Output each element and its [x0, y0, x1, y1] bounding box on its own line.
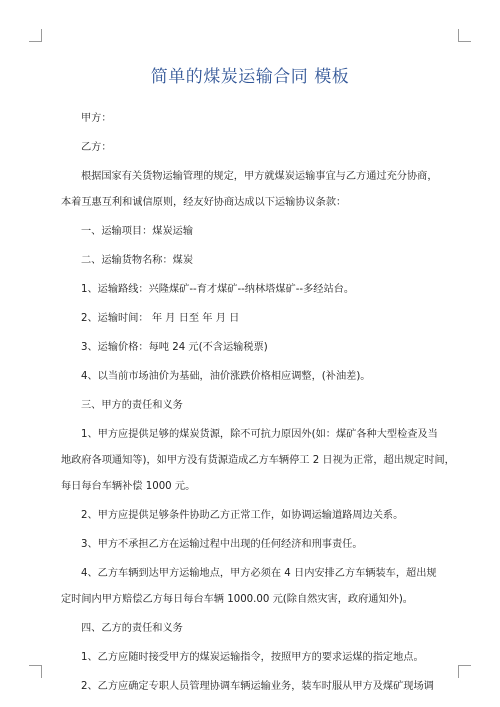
item-heading: 二、运输货物名称：煤炭 — [81, 255, 194, 266]
section-heading: 四、乙方的责任和义务 — [81, 623, 183, 634]
crop-mark-top-left — [29, 29, 42, 42]
intro-paragraph-line: 本着互惠互利和诚信原则，经友好协商达成以下运输协议条款： — [61, 197, 347, 208]
clause-line: 4、以当前市场油价为基础，油价涨跌价格相应调整，(补油差)。 — [81, 371, 371, 382]
document-body — [61, 112, 455, 694]
clause-line: 2、运输时间： 年 月 日至 年 月 日 — [81, 313, 240, 324]
clause-line: 定时间内甲方赔偿乙方每日每台车辆 1000.00 元(除自然灾害，政府通知外)。 — [61, 594, 413, 605]
intro-paragraph-line: 根据国家有关货物运输管理的规定，甲方就煤炭运输事宜与乙方通过充分协商， — [81, 171, 438, 182]
clause-line: 每日每台车辆补偿 1000 元。 — [61, 481, 196, 492]
item-heading: 一、运输项目：煤炭运输 — [81, 226, 194, 237]
party-b-line: 乙方： — [81, 142, 112, 153]
clause-line: 2、甲方应提供足够条件协助乙方正常工作，如协调运输道路周边关系。 — [81, 510, 404, 521]
crop-mark-bottom-right — [458, 665, 471, 678]
clause-line: 3、甲方不承担乙方在运输过程中出现的任何经济和刑事责任。 — [81, 539, 363, 550]
clause-line: 4、乙方车辆到达甲方运输地点，甲方必须在 4 日内安排乙方车辆装车，超出规 — [81, 568, 437, 579]
clause-line: 1、甲方应提供足够的煤炭货源，除不可抗力原因外(如：煤矿各种大型检查及当 — [81, 429, 438, 440]
clause-line: 1、乙方应随时接受甲方的煤炭运输指令，按照甲方的要求运煤的指定地点。 — [81, 652, 424, 663]
party-a-line: 甲方： — [81, 113, 112, 124]
clause-line: 3、运输价格：每吨 24 元(不含运输税票) — [81, 342, 268, 353]
section-heading: 三、甲方的责任和义务 — [81, 400, 183, 411]
clause-line: 1、运输路线：兴隆煤矿--育才煤矿--纳林塔煤矿--多经站台。 — [81, 284, 355, 295]
clause-line: 2、乙方应确定专职人员管理协调车辆运输业务，装车时服从甲方及煤矿现场调 — [81, 681, 434, 692]
crop-mark-top-right — [458, 29, 471, 42]
clause-line: 地政府各项通知等)，如甲方没有货源造成乙方车辆停工 2 日视为正常，超出规定时间， — [61, 455, 455, 466]
document-title: 简单的煤炭运输合同 模板 — [150, 67, 350, 87]
crop-mark-bottom-left — [29, 665, 42, 678]
